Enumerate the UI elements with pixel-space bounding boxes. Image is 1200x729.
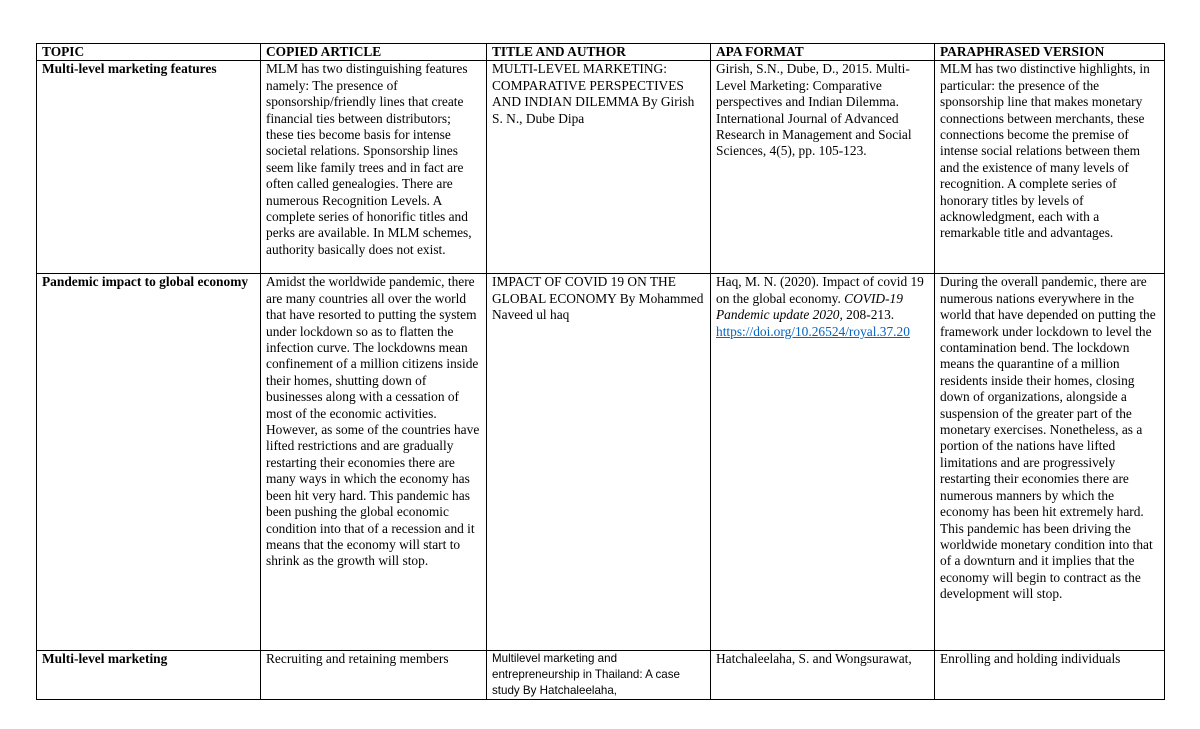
table-row: [37, 61, 1165, 274]
apa-journal-title: COVID-19 Pandemic update 2020: [716, 290, 903, 323]
copied-article-cell: Recruiting and retaining members: [261, 651, 487, 700]
research-table: [36, 43, 1165, 700]
copied-article-cell: MLM has two distinguishing features namely: The presence of sponsorship/friendly lines that create financial ties between distributors; these ties become basis for intense societal relations. Sponsorship lines seem like family trees and in fact are often called genealogies. There are numerous Recognition Levels. A complete series of honorific titles and perks are available. In MLM schemes, authority basically does not exist.: [261, 61, 487, 274]
header-topic: TOPIC: [37, 44, 261, 61]
header-copied-article: COPIED ARTICLE: [261, 44, 487, 61]
topic-cell: Multi-level marketing: [37, 651, 261, 700]
header-apa-format: APA FORMAT: [711, 44, 935, 61]
apa-pages: , 208-213.: [839, 307, 895, 323]
copied-article-cell: Amidst the worldwide pandemic, there are many countries all over the world that have resorted to putting the system under lockdown so as to flatten the infection curve. The lockdowns mean confinement of a million citizens inside their homes, shutting down of businesses along with a cessation of most of the economic activities. However, as some of the countries have lifted restrictions and are gradually restarting their economies there are many ways in which the economy has been hit very hard. This pandemic has been pushing the global economic condition into that of a recession and it means that the economy will start to shrink as the growth will stop.: [261, 274, 487, 651]
topic-cell: Multi-level marketing features: [37, 61, 261, 274]
header-paraphrased: PARAPHRASED VERSION: [935, 44, 1165, 61]
apa-format-cell: Hatchaleelaha, S. and Wongsurawat,: [711, 651, 935, 700]
doi-link[interactable]: https://doi.org/10.26524/royal.37.20: [716, 323, 910, 339]
title-author-cell: MULTI-LEVEL MARKETING: COMPARATIVE PERSPECTIVES AND INDIAN DILEMMA By Girish S. N., Dube Dipa: [487, 61, 711, 274]
apa-format-cell: [711, 274, 935, 651]
paraphrased-cell: During the overall pandemic, there are numerous nations everywhere in the world that have depended on putting the framework under lockdown to level the contamination bend. The lockdown means the quarantine of a million residents inside their homes, closing down of organizations, alongside a suspension of the greater part of the monetary exercises. Nonetheless, as a portion of the nations have lifted limitations and are progressively restarting their economies there are numerous manners by which the economy has been hit extremely hard. This pandemic has been driving the worldwide monetary condition into that of a downturn and it implies that the economy will begin to contract as the development will stop.: [935, 274, 1165, 651]
apa-format-cell: Girish, S.N., Dube, D., 2015. Multi-Level Marketing: Comparative perspectives and Indian Dilemma. International Journal of Advanced Research in Management and Social Sciences, 4(5), pp. 105-123.: [711, 61, 935, 274]
title-author-cell: Multilevel marketing and entrepreneurship in Thailand: A case study By Hatchaleelaha,: [487, 651, 711, 700]
paraphrased-cell: MLM has two distinctive highlights, in particular: the presence of the sponsorship line that makes monetary connections between merchants, these connections become the premise of intense social relations between them and the existence of many levels of recognition. A complete series of honorary titles by levels of acknowledgment, each with a remarkable title and advantages.: [935, 61, 1165, 274]
table-row: [37, 651, 1165, 700]
header-row: [37, 44, 1165, 61]
table-row: [37, 274, 1165, 651]
header-title-author: TITLE AND AUTHOR: [487, 44, 711, 61]
topic-cell: Pandemic impact to global economy: [37, 274, 261, 651]
paraphrased-cell: Enrolling and holding individuals: [935, 651, 1165, 700]
apa-citation-text: Haq, M. N. (2020). Impact of covid 19 on the global economy.: [716, 274, 924, 306]
title-author-cell: IMPACT OF COVID 19 ON THE GLOBAL ECONOMY By Mohammed Naveed ul haq: [487, 274, 711, 651]
